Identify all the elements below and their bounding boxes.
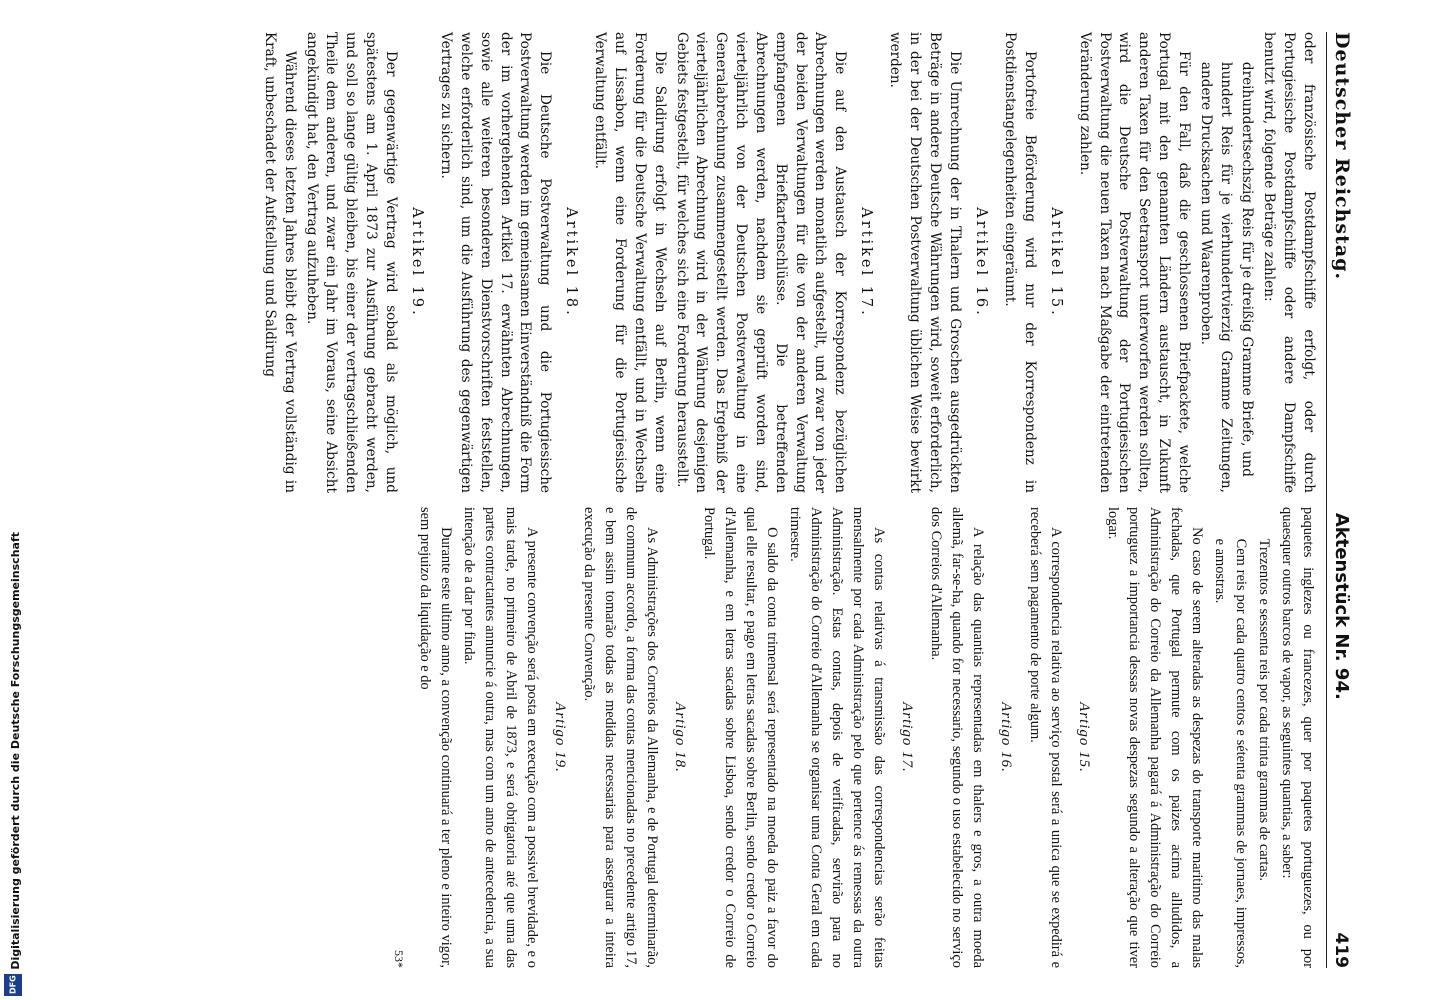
- german-intro: oder französische Postdampfschiffe erfolgt, oder durch Portugiesische Postdampfschiffe oder andere Dampfschiffe benutzt wird, folgende Beträge zahlen:: [1261, 32, 1317, 493]
- dfg-logo-icon: DFG: [4, 974, 22, 996]
- german-article-18-title: Artikel 18.: [563, 207, 580, 318]
- german-article-16-text: Die Umrechnung der in Thalern und Groschen ausgedrückten Beträge in andere Deutsche Währungen wird, soweit erforderlich, in der bei der Deutschen Postverwaltung üblichen Weise bewirkt werden.: [887, 32, 963, 493]
- portuguese-article-17-title: Artigo 17.: [898, 702, 915, 773]
- german-article-15-title: Artikel 15.: [1047, 207, 1064, 318]
- signature-mark: 53*: [392, 950, 407, 968]
- german-article-19-text: Der gegenwärtige Vertrag wird sobald als möglich, und spätestens am 1. April 1873 zur Ausführung gebracht werden, und soll so lange gültig bleiben, bis einer der vertragschließenden Theile dem anderen, und zwar ein Jahr im Voraus, seine Absicht angekündigt hat, den Vertrag aufzuheben.: [303, 32, 399, 493]
- portuguese-article-19-title: Artigo 19.: [551, 702, 568, 773]
- german-article-19-text-2: Während dieses letzten Jahres bleibt der Vertrag vollständig in Kraft, unbeschadet der Aufstellung und Saldirung: [261, 32, 298, 493]
- german-article-17-title: Artikel 17.: [858, 207, 875, 318]
- portuguese-article-18-text: As Administrações dos Correios da Allemanha, e de Portugal determinarão, de commum accordo, a forma das contas mencionadas no precedente artigo 17, e bem assim tomarão todas as medidas necessarias para assegurar a inteira execução da presente Convenção.: [580, 507, 660, 968]
- german-article-17-text-2: Die Saldirung erfolgt in Wechseln auf Berlin, wenn eine Forderung für die Deutsche Verwaltung entfällt, und in Wechseln auf Lissabon, wenn eine Forderung für die Portugiesische Verwaltung entfällt.: [592, 32, 668, 493]
- rotated-document-page: [71, 20, 1361, 980]
- portuguese-rate-letters: Trezentos e sessenta reis por cada trinta grammas de cartas.: [1255, 538, 1272, 881]
- portuguese-article-15-text: A correspondencia relativa ao serviço postal será a unica que se expedirá e receberá sem pagamento de porte algum.: [1026, 507, 1064, 968]
- german-column: [257, 32, 1318, 493]
- german-article-16-title: Artikel 16.: [973, 207, 990, 318]
- header-left-title: Deutscher Reichstag.: [1331, 32, 1353, 281]
- portuguese-article-15-title: Artigo 15.: [1075, 702, 1092, 773]
- german-article-15-text: Portofreie Beförderung wird nur der Korrespondenz in Postdienstangelegenheiten eingeräumt.: [1001, 32, 1038, 493]
- portuguese-article-19-text-2: Durante este ultimo anno, a convenção continuará a ter pleno e inteiro vigor, sem prejuizo da liquidação e do: [416, 507, 454, 968]
- header-right-title: Aktenstück Nr. 94.: [1331, 512, 1352, 700]
- portuguese-column: [257, 507, 1318, 968]
- german-article-17-text: Die auf den Austausch der Korrespondenz bezüglichen Abrechnungen werden monatlich aufgestellt, und zwar von jeder der beiden Verwaltungen für die von der anderen Verwaltung empfangenen Briefkartenschlüsse. Die betreffenden Abrechnungen werden, nachdem sie geprüft worden sind, vierteljährlich von der Deutschen Postverwaltung in eine Generalabrechnung zusammengestellt werden. Das Ergebniß der vierteljährlichen Abrechnung wird in der Währung desjenigen Gebiets festgestellt, für welches sich eine Forderung herausstellt.: [673, 32, 849, 493]
- portuguese-article-16-text: A relação das quantias representadas em thalers e gros, a outra moeda allemã, far-se-ha, quando for necessario, segundo o uso estabelecido no serviço dos Correios d'Allemanha.: [927, 507, 986, 968]
- german-article-18-text: Die Deutsche Postverwaltung und die Portugiesische Postverwaltung werden im gemeinsamen Einverständniß die Form der im vorhergehenden Artikel 17. erwähnten Abrechnungen, sowie alle weiteren besonderen Dienstvorschriften feststellen, welche erforderlich sind, um die Ausführung des gegenwärtigen Vertrages zu sichern.: [438, 32, 554, 493]
- portuguese-article-17-text: As contas relativas á transmissão das correspondencias serão feitas mensalmente por cada Administração pelo que pertence ás remessas da outra Administração. Estas contas, depois de verificadas, servirão para no Administração do Correio d'Allemanha se organisar uma Conta Geral em cada trimestre.: [786, 507, 887, 968]
- page-header: [1326, 32, 1353, 968]
- german-article-19-title: Artikel 19.: [409, 207, 426, 318]
- portuguese-intro: paquetes inglezes ou francezes, quer por paquetes portuguezes, ou por quaesquer outros barcos de vapor, as seguintes quantias, a saber:: [1278, 507, 1316, 968]
- portuguese-article-19-text: A presente convenção será posta em execução com a possivel brevidade, e o mais tarde, no primeiro de Abril de 1873, e será obrigatoria até que uma das partes contractantes annuncie á outra, mas com um anno de antecedencia, a sua intenção de a dar por finda.: [460, 507, 540, 968]
- german-paragraph-fall: Für den Fall, daß die geschlossenen Briefpackete, welche Portugal mit den genannten Ländern austauscht, in Zukunft anderen Taxen für den Seetransport unterworfen werden sollten, wird die Deutsche Postverwaltung der Portugiesischen Postverwaltung die neuen Taxen nach Maßgabe der eintretenden Veränderung zahlen.: [1076, 32, 1192, 493]
- portuguese-paragraph-caso: No caso de serem alteradas as despezas do transporte maritimo das malas fechadas, que Portugal permute com os paizes acima alludidos, a Administração do Correio da Allemanha pagará á Administração do Correio portuguez a importancia dessas novas despezas segundo a alteração que tiver logar.: [1104, 507, 1205, 968]
- portuguese-article-16-title: Artigo 16.: [997, 702, 1014, 773]
- german-rate-letters: dreihundertsechszig Reis für je dreißig Gramme Briefe, und: [1239, 61, 1256, 477]
- portuguese-article-18-title: Artigo 18.: [671, 702, 688, 773]
- portuguese-article-17-text-2: O saldo da conta trimensal será representado na moeda do paiz a favor do qual elle resultar, e pago em letras sacadas sobre Berlin, sendo credor o Correio d'Allemanha, e em letras sacadas sobre Lisboa, sendo credor o Correio de Portugal.: [700, 507, 780, 968]
- page-number: 419: [1331, 932, 1351, 968]
- digitization-credit-text: Digitalisierung gefördert durch die Deutsche Forschungsgemeinschaft: [8, 532, 22, 970]
- digitization-credit: [4, 0, 26, 1000]
- portuguese-rate-prints: Cem reis por cada quatro centos e sétenta grammas de jornaes, impressos, e amostras.: [1211, 538, 1249, 968]
- text-columns: [257, 32, 1318, 968]
- german-rate-prints: hundert Reis für je vierhundertvierzig Gramme Zeitungen, andere Drucksachen und Waarenproben.: [1197, 61, 1234, 493]
